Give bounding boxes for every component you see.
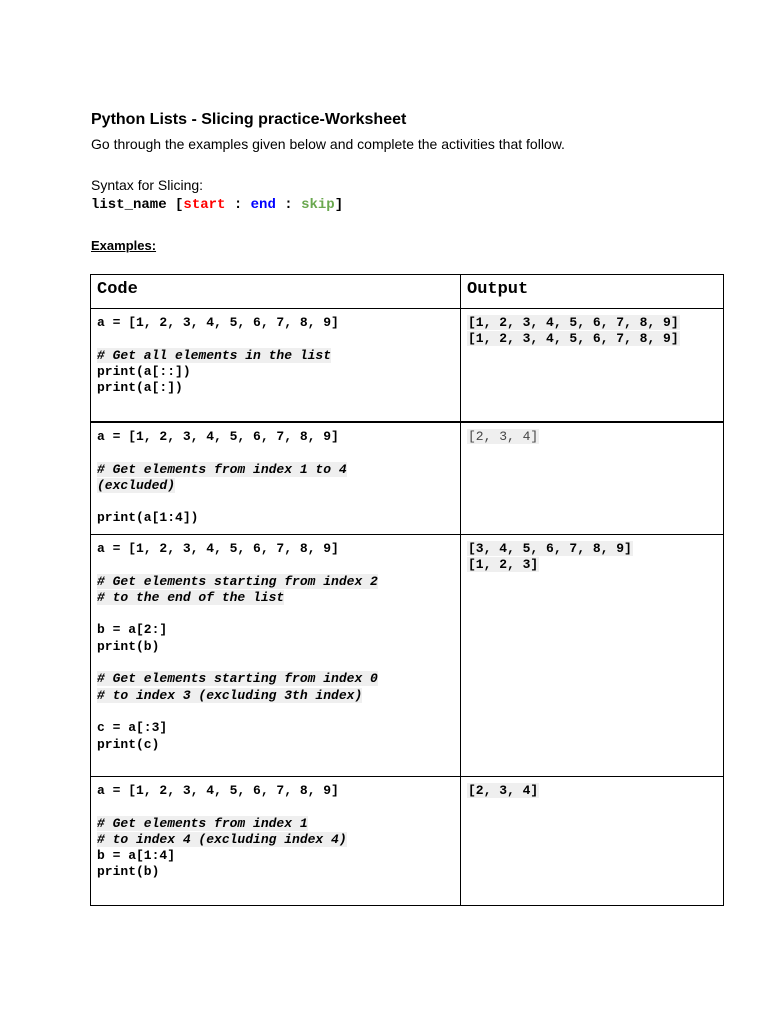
output-line: [2, 3, 4]: [468, 429, 539, 444]
code-line: print(b): [97, 864, 160, 880]
table-row: [91, 309, 724, 423]
syntax-end: end: [250, 197, 276, 213]
code-line: b = a[1:4]: [97, 848, 176, 864]
code-line: print(c): [97, 736, 160, 752]
syntax-start: start: [183, 197, 226, 213]
code-blank-line: [97, 557, 454, 573]
code-blank-line: [97, 704, 454, 720]
column-header-code: Code: [91, 275, 461, 309]
code-line: a = [1, 2, 3, 4, 5, 6, 7, 8, 9]: [97, 429, 339, 444]
code-comment-line: # Get elements from index 1 to 4: [97, 461, 347, 477]
code-line-wrapper: [97, 429, 454, 445]
output-line-wrapper: [467, 315, 717, 331]
output-cell: [461, 422, 724, 535]
syntax-separator: :: [275, 197, 302, 213]
table-row: [91, 535, 724, 777]
output-line-wrapper: [467, 429, 717, 445]
code-line-wrapper: [97, 462, 454, 478]
output-line: [1, 2, 3, 4, 5, 6, 7, 8, 9]: [468, 315, 679, 330]
code-comment-line: # Get elements starting from index 0: [97, 671, 378, 687]
code-line-wrapper: [97, 688, 454, 704]
code-line-wrapper: [97, 541, 454, 557]
code-line-wrapper: [97, 622, 454, 638]
code-line-wrapper: [97, 720, 454, 736]
column-header-output: Output: [461, 275, 724, 309]
code-blank-line: [97, 606, 454, 622]
output-cell: [461, 309, 724, 423]
code-line-wrapper: [97, 315, 454, 331]
page-title: Python Lists - Slicing practice-Worksheet: [91, 111, 407, 128]
code-blank-line: [97, 494, 454, 510]
code-blank-line: [97, 445, 454, 461]
code-line-wrapper: [97, 848, 454, 864]
code-line-wrapper: [97, 574, 454, 590]
table-row: [91, 422, 724, 535]
code-line: print(a[:]): [97, 380, 183, 396]
code-line-wrapper: [97, 783, 454, 799]
code-line-wrapper: [97, 639, 454, 655]
output-line-wrapper: [467, 783, 717, 799]
code-line-wrapper: [97, 364, 454, 380]
code-line: a = [1, 2, 3, 4, 5, 6, 7, 8, 9]: [97, 541, 339, 556]
output-line: [1, 2, 3, 4, 5, 6, 7, 8, 9]: [468, 331, 679, 347]
output-line: [1, 2, 3]: [468, 557, 539, 573]
syntax-separator: :: [225, 197, 251, 213]
code-line-wrapper: [97, 590, 454, 606]
output-line-wrapper: [467, 331, 717, 347]
code-line: print(a[1:4]): [97, 510, 199, 526]
code-comment-line: # to the end of the list: [97, 589, 285, 605]
output-line-wrapper: [467, 557, 717, 573]
code-cell: [91, 309, 461, 423]
code-comment-line: # Get elements starting from index 2: [97, 573, 378, 589]
code-cell: [91, 777, 461, 906]
code-blank-line: [97, 331, 454, 347]
code-line: a = [1, 2, 3, 4, 5, 6, 7, 8, 9]: [97, 315, 339, 330]
code-line-wrapper: [97, 671, 454, 687]
code-line-wrapper: [97, 832, 454, 848]
code-line-wrapper: [97, 510, 454, 526]
code-line: print(b): [97, 638, 160, 654]
output-line-wrapper: [467, 541, 717, 557]
code-line: c = a[:3]: [97, 720, 168, 736]
code-line-wrapper: [97, 737, 454, 753]
code-comment-line: # to index 4 (excluding index 4): [97, 831, 347, 847]
intro-text: Go through the examples given below and complete the activities that follow.: [91, 136, 565, 152]
syntax-prefix: list_name [: [91, 197, 184, 213]
syntax-skip: skip: [301, 197, 335, 213]
examples-table: [90, 274, 724, 906]
code-comment-line: # Get all elements in the list: [97, 347, 332, 363]
output-line: [2, 3, 4]: [468, 783, 539, 798]
code-cell: [91, 535, 461, 777]
code-cell: [91, 422, 461, 535]
code-line-wrapper: [97, 380, 454, 396]
code-blank-line: [97, 655, 454, 671]
code-line: print(a[::]): [97, 363, 191, 379]
code-line: b = a[2:]: [97, 622, 168, 638]
table-row: [91, 777, 724, 906]
code-comment-line: (excluded): [97, 477, 176, 493]
output-cell: [461, 777, 724, 906]
code-line-wrapper: [97, 478, 454, 494]
table-header-row: [91, 275, 724, 309]
code-line: a = [1, 2, 3, 4, 5, 6, 7, 8, 9]: [97, 783, 339, 798]
syntax-suffix: ]: [334, 197, 344, 213]
code-line-wrapper: [97, 864, 454, 880]
output-cell: [461, 535, 724, 777]
syntax-label: Syntax for Slicing:: [91, 177, 204, 193]
syntax-line: [91, 197, 343, 213]
examples-heading: Examples:: [91, 238, 157, 253]
code-line-wrapper: [97, 816, 454, 832]
code-line-wrapper: [97, 348, 454, 364]
output-line: [3, 4, 5, 6, 7, 8, 9]: [468, 541, 632, 556]
code-comment-line: # to index 3 (excluding 3th index): [97, 687, 363, 703]
code-blank-line: [97, 799, 454, 815]
code-comment-line: # Get elements from index 1: [97, 815, 308, 831]
